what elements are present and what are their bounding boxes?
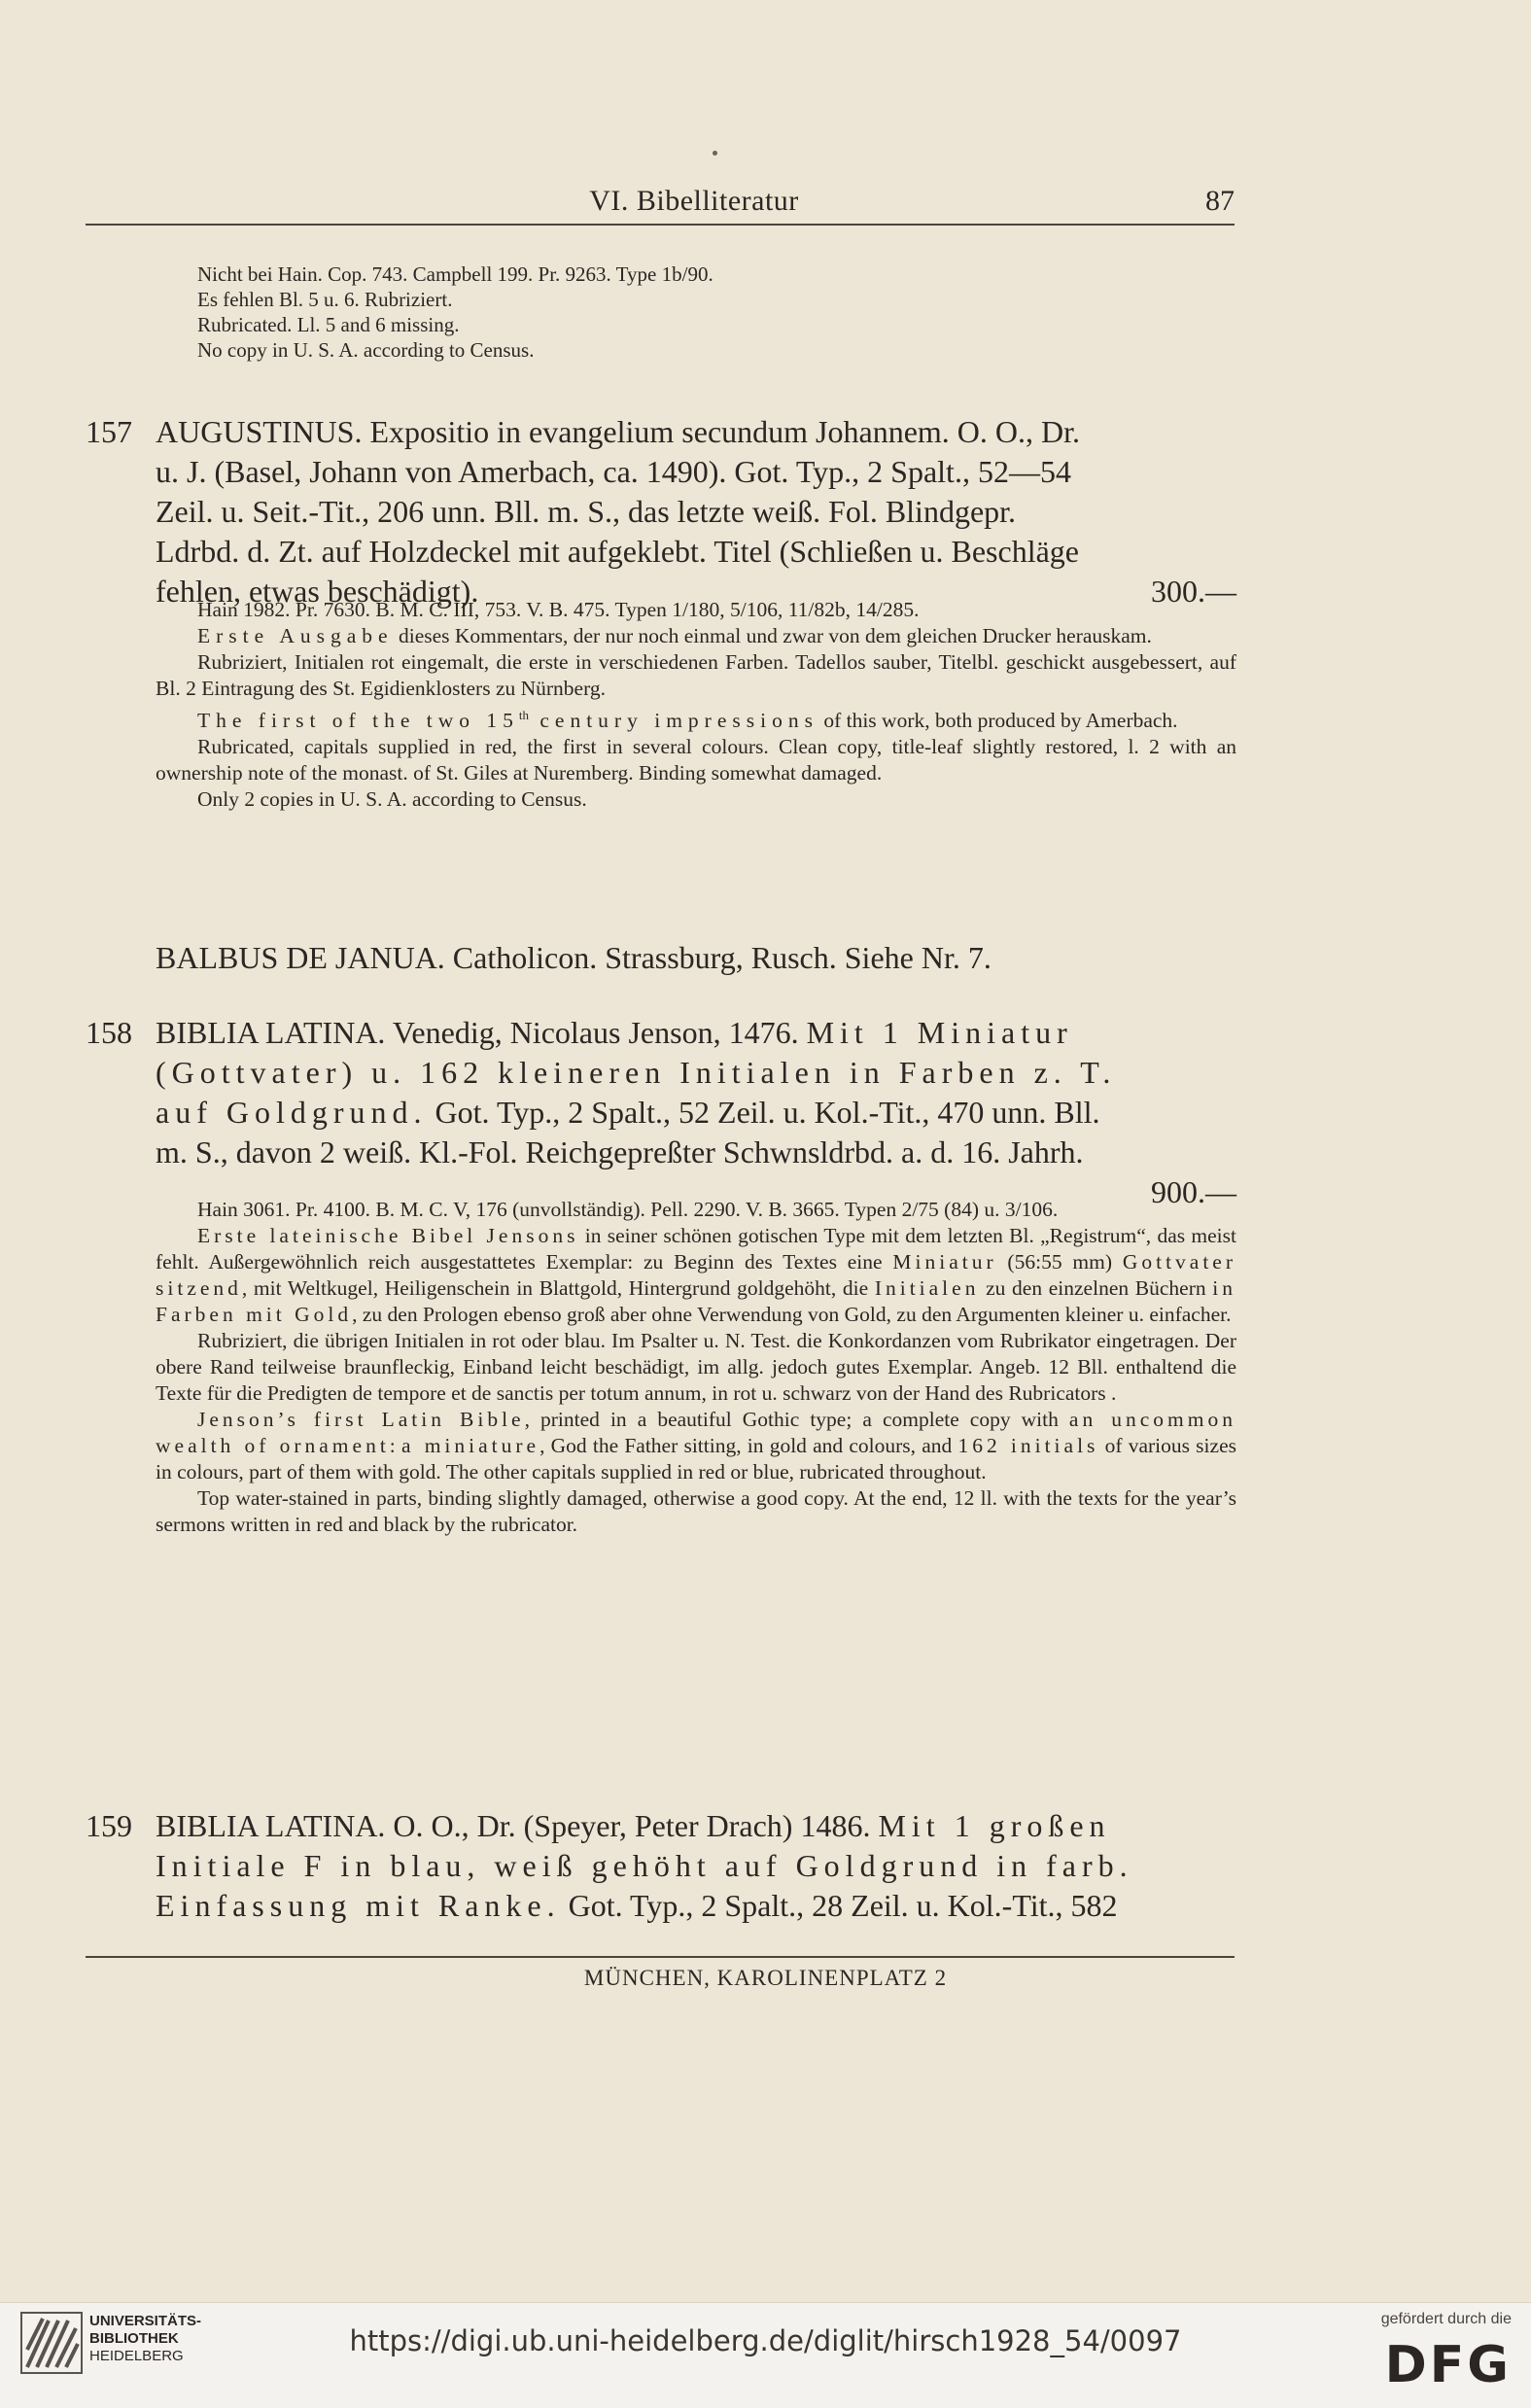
- entry-158-notes: [156, 1197, 1236, 1538]
- permalink-url[interactable]: https://digi.ub.uni-heidelberg.de/diglit/hirsch1928_54/0097: [349, 2324, 1182, 2357]
- entry-text: fehlen, etwas beschädigt).: [156, 574, 479, 609]
- german-description: Erste Ausgabe dieses Kommentars, der nur noch einmal und zwar von dem gleichen Drucker herauskam.: [197, 624, 1152, 647]
- english-description: Jenson’s first Latin Bible, printed in a beautiful Gothic type; a complete copy with an uncommon wealth of ornament: a miniature, God the Father sitting, in gold and colours, and 162 initials of various sizes in colours, part of them with gold. The other capitals supplied in red or blue, rubricated throughout.: [156, 1408, 1236, 1483]
- entry-157-heading: [86, 412, 1236, 611]
- entry-line: Zeil. u. Seit.-Tit., 206 unn. Bll. m. S., das letzte weiß. Fol. Blindgepr.: [156, 494, 1017, 529]
- intro-note-1: Nicht bei Hain. Cop. 743. Campbell 199. Pr. 9263. Type 1b/90.: [197, 262, 713, 286]
- entry-line: auf Goldgrund. Got. Typ., 2 Spalt., 52 Zeil. u. Kol.-Tit., 470 unn. Bll.: [156, 1095, 1100, 1130]
- page-footer: MÜNCHEN, KAROLINENPLATZ 2: [583, 1966, 948, 1990]
- entry-157-notes: [156, 597, 1236, 813]
- library-name: UNIVERSITÄTS- BIBLIOTHEK HEIDELBERG: [89, 2313, 202, 2364]
- entry-159-heading: [86, 1806, 1236, 1926]
- entry-158-heading: [86, 1013, 1236, 1212]
- entry-line: AUGUSTINUS. Expositio in evangelium secundum Johannem. O. O., Dr.: [156, 414, 1081, 449]
- funded-by-label: gefördert durch die: [1380, 2311, 1512, 2327]
- german-description: Erste lateinische Bibel Jensons in seiner schönen gotischen Type mit dem letzten Bl. „Registrum“, das meist fehlt. Außergewöhnlich reich ausgestattetes Exemplar: zu Beginn des Textes eine Miniatur (56:55 mm) Gottvater sitzend, mit Weltkugel, Heiligenschein in Blattgold, Hintergrund goldgehöht, die Initialen zu den einzelnen Büchern in Farben mit Gold, zu den Prologen ebenso groß aber ohne Verwendung von Gold, zu den Argumenten kleiner u. einfacher.: [156, 1224, 1237, 1326]
- entry-line: u. J. (Basel, Johann von Amerbach, ca. 1490). Got. Typ., 2 Spalt., 52—54: [156, 454, 1071, 489]
- entry-line: Initiale F in blau, weiß gehöht auf Goldgrund in farb.: [156, 1848, 1133, 1883]
- price: 900.—: [1151, 1174, 1236, 1209]
- dfg-logo[interactable]: DFG: [1384, 2336, 1512, 2394]
- entry-line: BIBLIA LATINA. Venedig, Nicolaus Jenson, 1476. Mit 1 Miniatur: [156, 1015, 1073, 1050]
- german-condition: Rubriziert, die übrigen Initialen in rot oder blau. Im Psalter u. N. Test. die Konkordanzen vom Rubrikator eingetragen. Der obere Rand teilweise braunfleckig, Einband leicht beschädigt, im allg. jedoch gutes Exemplar. Angeb. 12 Bll. enthaltend die Texte für die Predigten de tempore et de sanctis per totum annum, in rot u. schwarz von der Hand des Rubricators .: [156, 1329, 1236, 1405]
- english-description: The first of the two 15th century impressions of this work, both produced by Amerbach.: [197, 708, 1178, 733]
- price: 300.—: [1151, 574, 1236, 609]
- reference-line: Hain 3061. Pr. 4100. B. M. C. V, 176 (unvollständig). Pell. 2290. V. B. 3665. Typen 2/75 (84) u. 3/106.: [197, 1198, 1059, 1221]
- page-number: 87: [1205, 185, 1235, 217]
- entry-number: 158: [86, 1015, 132, 1050]
- entry-line: (Gottvater) u. 162 kleineren Initialen in Farben z. T.: [156, 1055, 1117, 1090]
- english-condition: Top water-stained in parts, binding slightly damaged, otherwise a good copy. At the end, 12 ll. with the texts for the year’s sermons written in red and black by the rubricator.: [156, 1486, 1236, 1536]
- entry-line: Ldrbd. d. Zt. auf Holzdeckel mit aufgeklebt. Titel (Schließen u. Beschläge: [156, 534, 1079, 569]
- entry-line: m. S., davon 2 weiß. Kl.-Fol. Reichgepreßter Schwnsldrbd. a. d. 16. Jahrh.: [156, 1134, 1084, 1169]
- header-title: VI. Bibelliteratur: [589, 185, 799, 217]
- cross-reference: BALBUS DE JANUA. Catholicon. Strassburg, Rusch. Siehe Nr. 7.: [156, 940, 992, 975]
- german-condition: Rubriziert, Initialen rot eingemalt, die erste in verschiedenen Farben. Tadellos sauber, Titelbl. geschickt ausgebessert, auf Bl. 2 Eintragung des St. Egidienklosters zu Nürnberg.: [156, 650, 1236, 700]
- footer-rule: [86, 1956, 1235, 1958]
- page-mark: [713, 151, 717, 156]
- viewer-bottom-bar: [0, 2302, 1531, 2408]
- entry-line: Einfassung mit Ranke. Got. Typ., 2 Spalt., 28 Zeil. u. Kol.-Tit., 582: [156, 1888, 1118, 1923]
- header-rule: [86, 224, 1235, 226]
- intro-note-4: No copy in U. S. A. according to Census.: [197, 338, 535, 362]
- reference-line: Hain 1982. Pr. 7630. B. M. C. III, 753. V. B. 475. Typen 1/180, 5/106, 11/82b, 14/285.: [197, 598, 920, 621]
- english-condition: Rubricated, capitals supplied in red, the first in several colours. Clean copy, title-leaf slightly restored, l. 2 with an ownership note of the monast. of St. Giles at Nuremberg. Binding somewhat damaged.: [156, 735, 1236, 785]
- entry-line: BIBLIA LATINA. O. O., Dr. (Speyer, Peter Drach) 1486. Mit 1 großen: [156, 1808, 1111, 1843]
- running-header: [154, 185, 1235, 227]
- entry-number: 159: [86, 1808, 132, 1843]
- entry-number: 157: [86, 414, 132, 449]
- intro-note-2: Es fehlen Bl. 5 u. 6. Rubriziert.: [197, 288, 453, 311]
- census-note: Only 2 copies in U. S. A. according to Census.: [197, 787, 587, 812]
- intro-note-3: Rubricated. Ll. 5 and 6 missing.: [197, 313, 460, 336]
